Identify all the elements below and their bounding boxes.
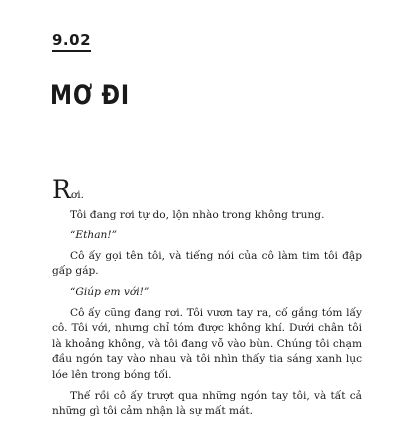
drop-cap: R [52,175,71,204]
paragraph-4: Thế rồi cô ấy trượt qua những ngón tay tôi, và tất cả những gì tôi cảm nhận là sự mất mát. [52,389,362,418]
chapter-number: 9.02 [52,32,91,52]
opening-text: ơi. [70,189,84,201]
dialogue-help: “Giúp em với!” [70,285,150,298]
chapter-title: MƠ ĐI [50,80,130,111]
chapter-body [52,175,362,425]
paragraph-2: Cô ấy gọi tên tôi, và tiếng nói của cô làm tim tôi đập gấp gáp. [52,249,362,278]
dialogue-ethan: “Ethan!” [70,229,118,242]
paragraph-3: Cô ấy cũng đang rơi. Tôi vươn tay ra, cố gắng tóm lấy cô. Tôi với, nhưng chỉ tóm được không khí. Dưới chân tôi là khoảng không, và tôi đang vỗ vào bùn. Chúng tôi chạm đầu ngón tay vào nhau và tôi nhìn thấy tia sáng xanh lục lóe lên trong bóng tối. [52,306,362,381]
opening-line [52,175,362,204]
paragraph-1: Tôi đang rơi tự do, lộn nhào trong không trung. [70,208,325,221]
